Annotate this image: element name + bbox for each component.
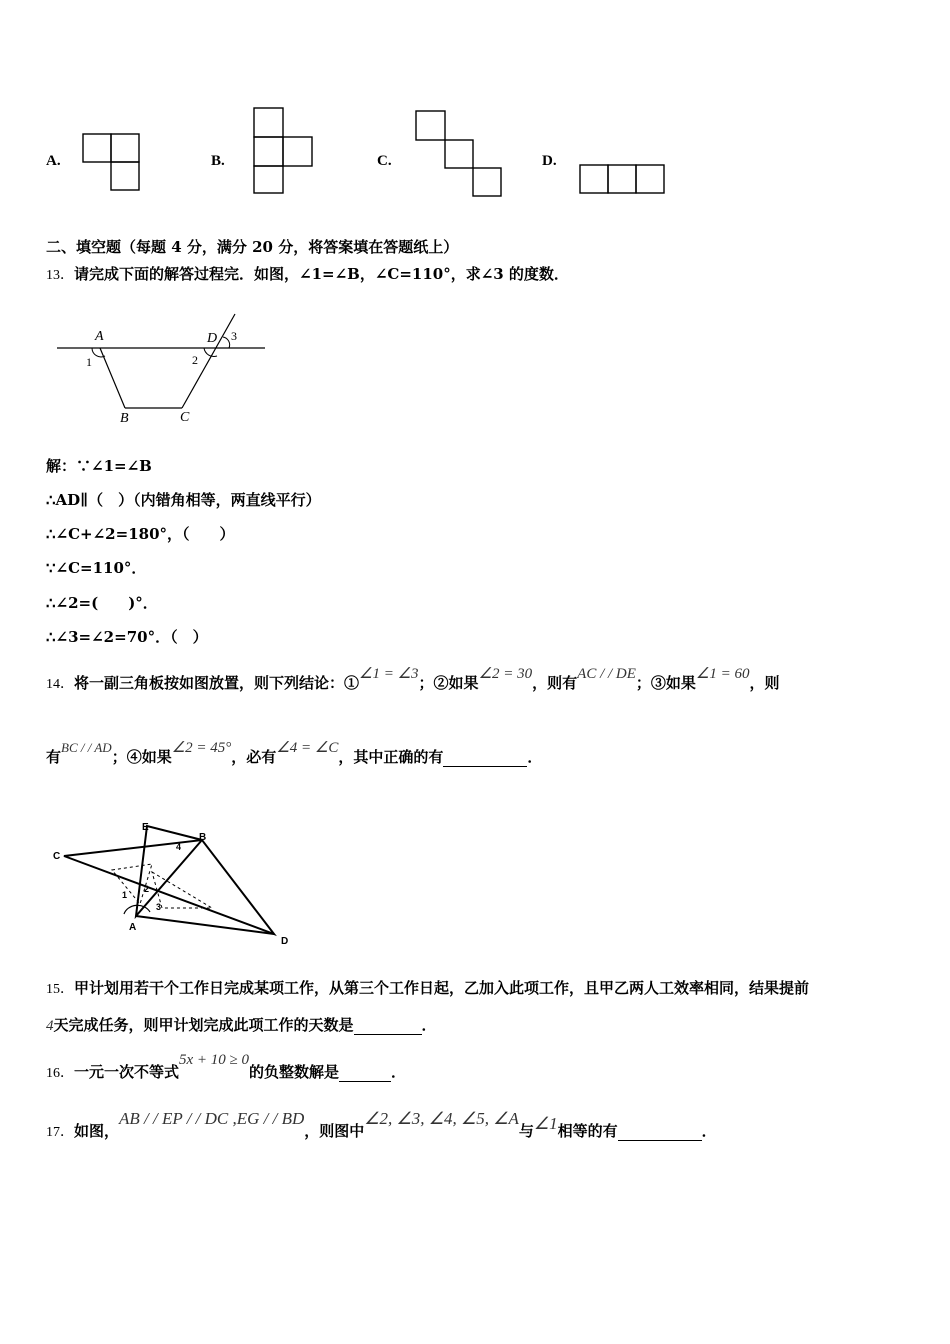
q14-label-c: C [53,851,61,862]
option-c-label: C. [377,153,392,169]
q15-text-line-2: 4天完成任务，则甲计划完成此项工作的天数是 ． [46,1016,437,1034]
q13-line-5: ∴∠2=( )°． [46,594,158,612]
q17-text: 17．如图，AB / / EP / / DC ,EG / / BD，则图中∠2, ∠3, ∠4, ∠5, ∠A与∠1相等的有 ． [46,1109,717,1140]
q13-label-1: 1 [86,355,92,369]
q14-label-2: 2 [144,884,150,894]
option-b-net [254,108,314,198]
q13-line-4: ∵∠C=110°． [46,559,147,577]
q14-number: 14． [46,677,74,692]
q14-label-a: A [129,922,137,933]
q14-label-3: 3 [156,902,162,912]
q13-figure [55,318,275,428]
q14-label-d: D [281,936,289,947]
q16-text: 16．一元一次不等式5x + 10 ≥ 0的负整数解是 ． [46,1052,407,1081]
q14-label-b: B [199,832,207,843]
option-a-label: A. [46,153,61,169]
q17-answer-blank[interactable] [618,1126,702,1141]
option-a-net [83,134,143,194]
q14-label-1: 1 [122,890,128,900]
option-d-label: D. [542,153,557,169]
q13-label-c: C [180,410,190,425]
q13-label-b: B [120,411,129,426]
q13-line-3: ∴∠C+∠2=180°，（ ） [46,525,235,543]
section-title: 二、填空题（每题 4 分，满分 20 分，将答案填在答题纸上） [46,238,459,256]
option-b-label: B. [211,153,225,169]
q16-number: 16． [46,1066,74,1081]
q13-line-2: ∴AD∥（ ）（内错角相等，两直线平行） [46,491,321,509]
q13-label-d: D [207,331,218,346]
q17-number: 17． [46,1125,74,1140]
q13-line-1: 解：∵∠1=∠B [46,457,152,475]
option-c-net [416,111,506,201]
q15-text-line-1: 15．甲计划用若干个工作日完成某项工作，从第三个工作日起，乙加入此项工作，且甲乙两人工效率相同，结果提前 [46,979,810,997]
q13-label-3: 3 [231,329,237,343]
option-d-net [580,165,670,197]
q14-label-e: E [142,822,149,833]
q16-answer-blank[interactable] [339,1067,391,1082]
q15-number: 15． [46,982,74,997]
q14-text-line-1: 14．将一副三角板按如图放置，则下列结论：①∠1 = ∠3；②如果∠2 = 30，则有AC / / DE；③如果∠1 = 60，则 [46,666,780,692]
q14-answer-blank[interactable] [443,752,527,767]
q15-answer-blank[interactable] [354,1020,422,1035]
q14-figure [52,812,302,952]
q13-label-a: A [95,329,104,344]
q13-label-2: 2 [192,353,198,367]
q13-line-6: ∴∠3=∠2=70°．（ ） [46,628,208,646]
q14-label-4: 4 [176,842,182,852]
q13-number: 13． [46,268,74,283]
q14-text-line-2: 有BC / / AD；④如果∠2 = 45°，必有∠4 = ∠C，其中正确的有 ． [46,740,543,766]
q13-text: 13．请完成下面的解答过程完．如图，∠1=∠B，∠C=110°，求∠3 的度数． [46,265,569,283]
